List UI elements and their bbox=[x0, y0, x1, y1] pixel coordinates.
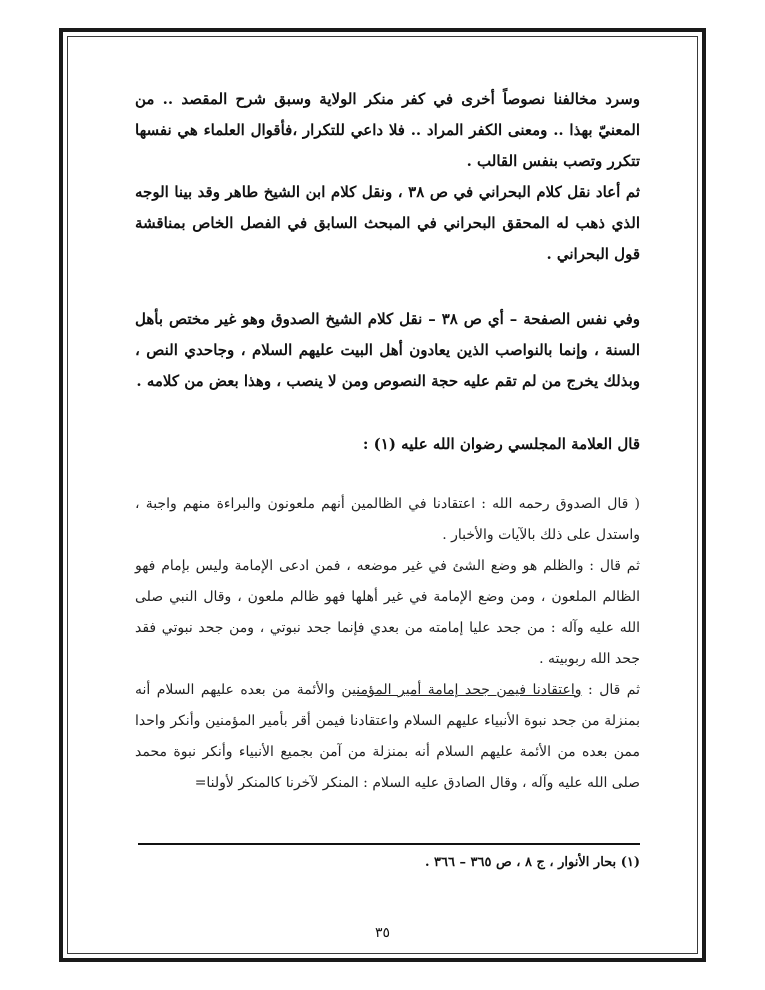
section-heading: قال العلامة المجلسي رضوان الله عليه (١) : bbox=[362, 435, 640, 453]
quote-paragraph-3 bbox=[135, 675, 640, 799]
page-number: ٣٥ bbox=[374, 925, 391, 941]
quote-3-prefix: ثم قال : bbox=[581, 682, 641, 698]
footnote: (١) بحار الأنوار ، ج ٨ ، ص ٣٦٥ – ٣٦٦ . bbox=[424, 855, 640, 870]
paragraph-3: وفي نفس الصفحة – أي ص ٣٨ – نقل كلام الشيخ الصدوق وهو غير مختص بأهل السنة ، وإنما بالنواصب الذين يعادون أهل البيت عليهم السلام ، وجاحدي النص ، وبذلك يخرج من لم تقم عليه حجة النصوص ومن لا ينصب ، وهذا بعض من كلامه . bbox=[135, 310, 640, 390]
page-content bbox=[135, 84, 640, 799]
quote-3-rest: والأئمة من بعده عليهم السلام أنه بمنزلة من جحد نبوة الأنبياء عليهم السلام واعتقادنا فيمن أقر بأمير المؤمنين وأنكر واحدا ممن بعده من الأئمة عليهم السلام أنه بمنزلة من آمن بجميع الأنبياء وأنكر نبوة محمد صلى الله عليه وآله ، وقال الصادق عليه السلام : المنكر لآخرنا كالمنكر لأولنا= bbox=[135, 682, 640, 791]
paragraph-2: ثم أعاد نقل كلام البحراني في ص ٣٨ ، ونقل كلام ابن الشيخ طاهر وقد بينا الوجه الذي ذهب له المحقق البحراني في المبحث السابق في الفصل الخاص بمناقشة قول البحراني . bbox=[135, 183, 640, 263]
footnote-separator bbox=[138, 843, 640, 845]
paragraph-1: وسرد مخالفنا نصوصاً أخرى في كفر منكر الولاية وسبق شرح المقصد .. من المعنيّ بهذا .. ومعنى الكفر المراد .. فلا داعي للتكرار ،فأقوال العلماء هي نفسها تتكرر وتصب بنفس القالب . bbox=[135, 90, 640, 170]
quote-paragraph-1: ( قال الصدوق رحمه الله : اعتقادنا في الظالمين أنهم ملعونون والبراءة منهم واجبة ، واستدل على ذلك بالآيات والأخبار . bbox=[135, 496, 640, 543]
quote-3-underlined: واعتقادنا فيمن جحد إمامة أمير المؤمنين bbox=[341, 682, 582, 698]
quote-paragraph-2: ثم قال : والظلم هو وضع الشئ في غير موضعه ، فمن ادعى الإمامة وليس بإمام فهو الظالم الملعون ، ومن وضع الإمامة في غير أهلها فهو ظالم ملعون ، وقال النبي صلى الله عليه وآله : من جحد عليا إمامته من بعدي فإنما جحد نبوتي ، ومن جحد نبوتي فقد جحد الله ربوبيته . bbox=[135, 558, 640, 667]
